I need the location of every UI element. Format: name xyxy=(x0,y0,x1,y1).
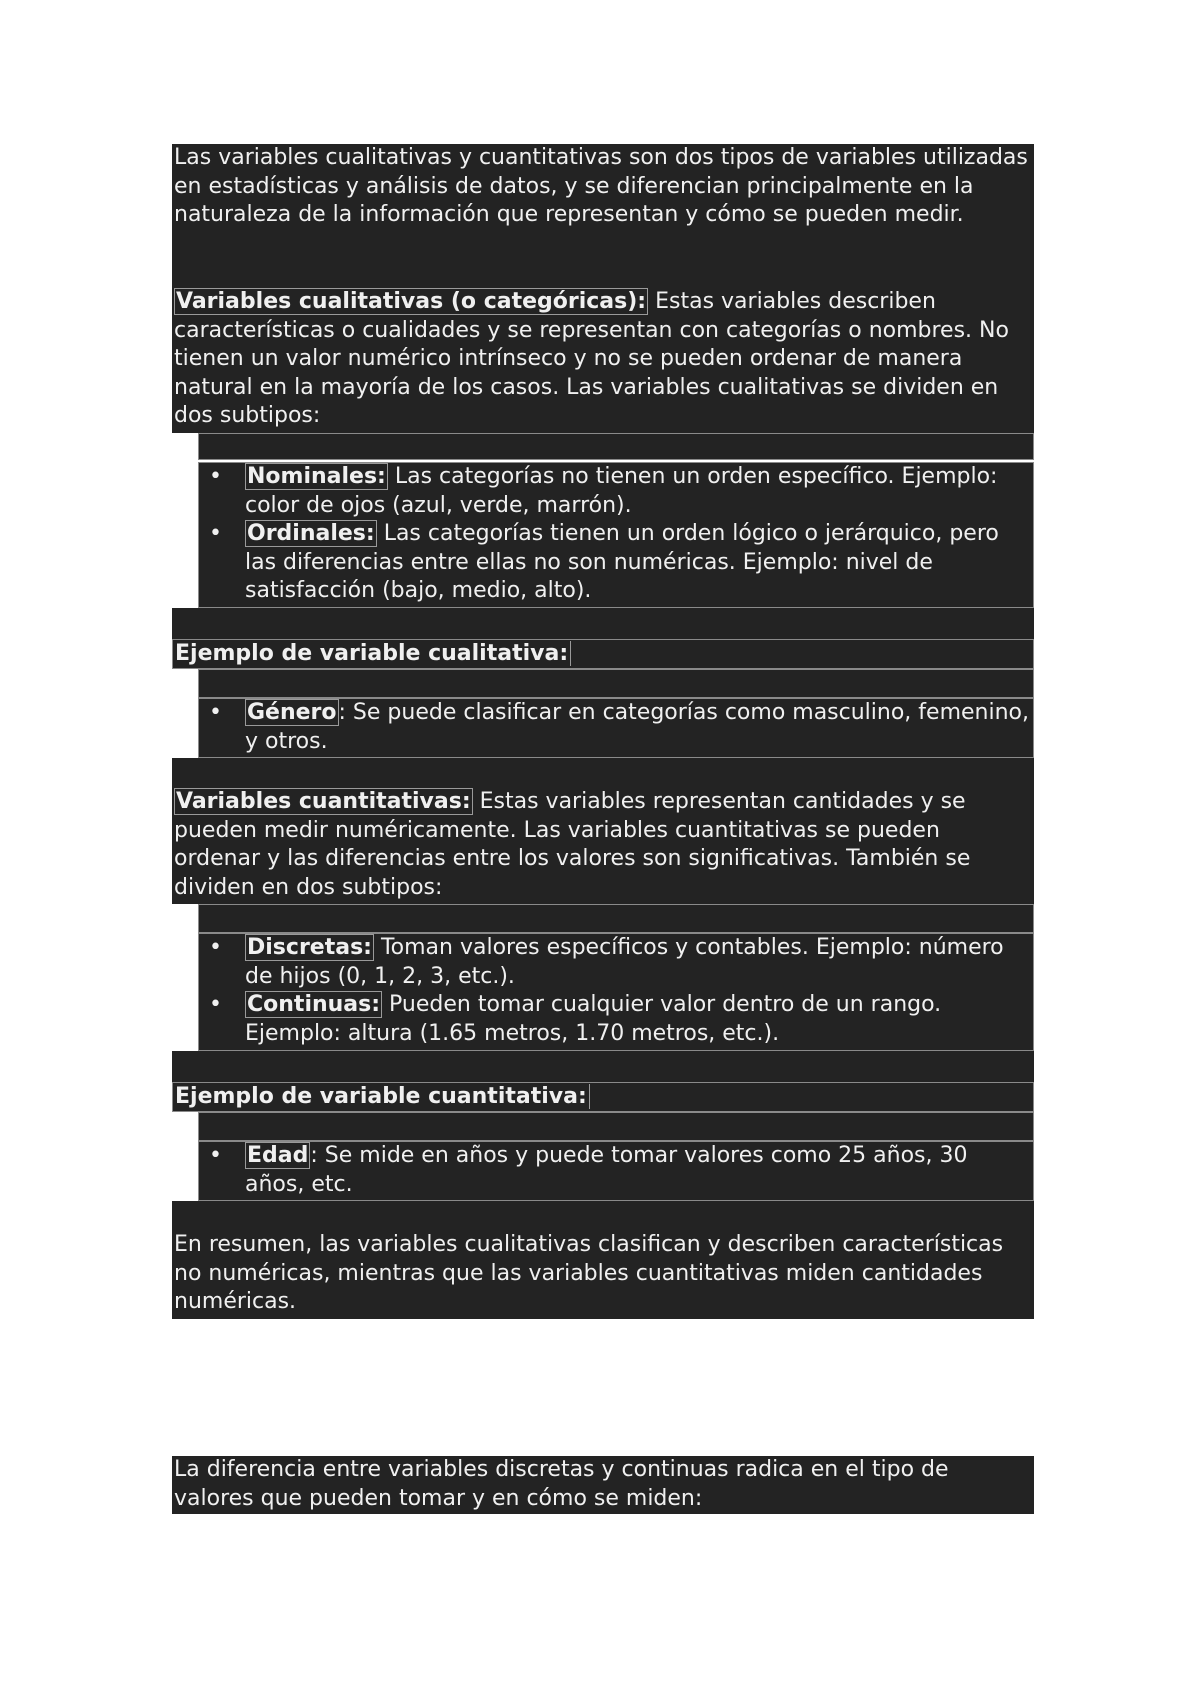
quantitative-text: Estas variables representan cantidades y se pueden medir numéricamente. Las variables cuantitativas se pueden ordenar y las diferencias entre los valores son significativas. También se dividen en dos subtipos: xyxy=(174,789,971,900)
qualitative-term: Variables cualitativas (o categóricas): xyxy=(176,289,647,314)
continuas-text: Pueden tomar cualquier valor dentro de un rango. Ejemplo: altura (1.65 metros, 1.70 metros, etc.). xyxy=(245,992,942,1046)
quantitative-example-list xyxy=(198,1141,1034,1201)
closing-text: La diferencia entre variables discretas y continuas radica en el tipo de valores que pueden tomar y en cómo se miden: xyxy=(174,1457,949,1511)
qualitative-paragraph xyxy=(172,288,1034,431)
summary-text: En resumen, las variables cualitativas clasifican y describen características no numéricas, mientras que las variables cuantitativas miden cantidades numéricas. xyxy=(174,1232,1004,1315)
genero-text: : Se puede clasificar en categorías como masculino, femenino, y otros. xyxy=(245,700,1029,754)
list-item xyxy=(245,463,1033,520)
ordinales-term: Ordinales: xyxy=(247,521,375,547)
quantitative-example-heading-text: Ejemplo de variable cuantitativa: xyxy=(173,1084,590,1109)
spacer xyxy=(198,1112,1034,1141)
qualitative-subtypes-list xyxy=(198,462,1034,608)
list-item xyxy=(245,1142,1033,1199)
nominales-text: Las categorías no tienen un orden específico. Ejemplo: color de ojos (azul, verde, marrón). xyxy=(245,464,998,518)
spacer xyxy=(172,258,1034,288)
discretas-text: Toman valores específicos y contables. Ejemplo: número de hijos (0, 1, 2, 3, etc.). xyxy=(245,935,1004,989)
closing-paragraph xyxy=(172,1456,1034,1514)
qualitative-definition xyxy=(172,288,1034,433)
spacer xyxy=(172,1051,1034,1082)
quantitative-subtypes-list xyxy=(198,933,1034,1051)
spacer xyxy=(198,904,1034,933)
spacer xyxy=(172,1201,1034,1231)
list-item xyxy=(245,991,1033,1048)
edad-text: : Se mide en años y puede tomar valores como 25 años, 30 años, etc. xyxy=(245,1143,968,1197)
quantitative-paragraph xyxy=(172,788,1034,902)
list-item xyxy=(245,934,1033,991)
spacer xyxy=(172,608,1034,639)
spacer xyxy=(198,433,1034,460)
qualitative-text: Estas variables describen características o cualidades y se representan con categorías o nombres. No tienen un valor numérico intrínseco y no se pueden ordenar de manera natural en la mayoría de los casos. Las variables cualitativas se dividen en dos subtipos: xyxy=(174,289,1009,429)
qualitative-example-list xyxy=(198,698,1034,758)
list-item xyxy=(245,520,1033,606)
quantitative-definition xyxy=(172,788,1034,904)
qualitative-example-heading xyxy=(172,639,1034,669)
genero-term: Género xyxy=(247,700,337,725)
spacer xyxy=(198,669,1034,698)
summary-paragraph xyxy=(172,1231,1034,1319)
nominales-term: Nominales: xyxy=(247,464,386,489)
intro-paragraph xyxy=(172,144,1034,258)
list-item xyxy=(245,699,1033,756)
edad-term: Edad xyxy=(247,1143,309,1168)
spacer xyxy=(172,758,1034,788)
continuas-term: Continuas: xyxy=(247,992,381,1018)
qualitative-example-heading-text: Ejemplo de variable cualitativa: xyxy=(173,641,571,666)
quantitative-example-heading xyxy=(172,1082,1034,1112)
ordinales-text: Las categorías tienen un orden lógico o jerárquico, pero las diferencias entre ellas no son numéricas. Ejemplo: nivel de satisfacción (bajo, medio, alto). xyxy=(245,521,999,604)
quantitative-term: Variables cuantitativas: xyxy=(176,789,471,814)
discretas-term: Discretas: xyxy=(247,935,372,960)
intro-text: Las variables cualitativas y cuantitativas son dos tipos de variables utilizadas en estadísticas y análisis de datos, y se diferencian principalmente en la naturaleza de la información que representan y cómo se pueden medir. xyxy=(174,145,1028,228)
